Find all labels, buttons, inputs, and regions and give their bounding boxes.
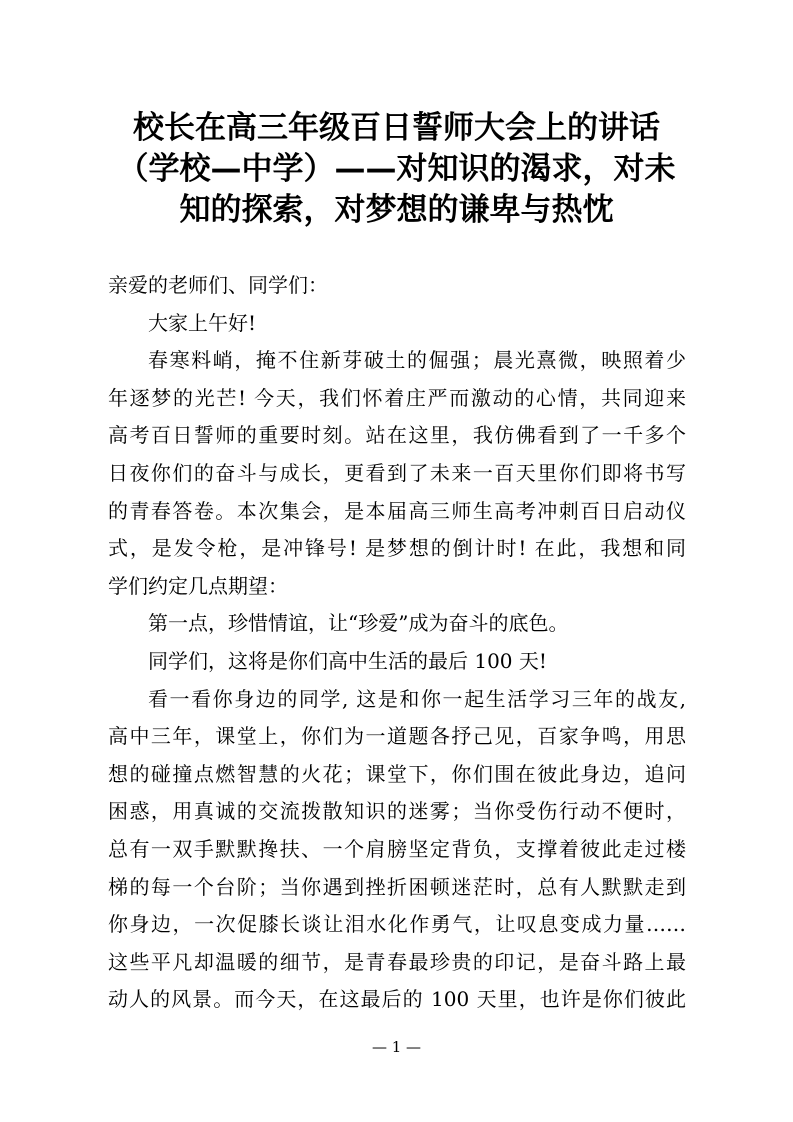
body-line: 亲爱的老师们、同学们： <box>108 273 328 297</box>
title-line: （学校—中学）——对知识的渴求，对未 <box>117 151 676 187</box>
title-line: 知的探索，对梦想的谦卑与热忱 <box>179 192 614 228</box>
body-line: 大家上午好! <box>148 310 257 335</box>
body-line: 年逐梦的光芒! 今天，我们怀着庄严而激动的心情，共同迎来 <box>108 385 686 410</box>
body-line: 动人的风景。而今天，在这最后的 100 天里，也许是你们彼此 <box>108 987 686 1012</box>
body-line: 日夜你们的奋斗与成长，更看到了未来一百天里你们即将书写 <box>108 460 686 485</box>
body-line: 你身边，一次促膝长谈让泪水化作勇气，让叹息变成力量…… <box>108 912 686 937</box>
title-line: 校长在高三年级百日誓师大会上的讲话 <box>133 110 660 146</box>
document-body <box>108 267 686 1019</box>
body-line: 总有一双手默默搀扶、一个肩膀坚定背负，支撑着彼此走过楼 <box>108 836 686 861</box>
body-line: 困惑，用真诚的交流拨散知识的迷雾；当你受伤行动不便时， <box>108 799 686 824</box>
document-title <box>100 108 693 231</box>
body-line: 春寒料峭，掩不住新芽破土的倔强；晨光熹微，映照着少 <box>148 348 686 373</box>
body-line: 高中三年，课堂上，你们为一道题各抒己见，百家争鸣，用思 <box>108 724 686 749</box>
body-line: 的青春答卷。本次集会，是本届高三师生高考冲刺百日启动仪 <box>108 498 686 523</box>
body-line: 高考百日誓师的重要时刻。站在这里，我仿佛看到了一千多个 <box>108 423 686 448</box>
body-line: 同学们，这将是你们高中生活的最后 100 天! <box>148 648 547 673</box>
body-line: 式，是发令枪，是冲锋号! 是梦想的倒计时! 在此，我想和同 <box>108 536 686 561</box>
body-line: 梯的每一个台阶；当你遇到挫折困顿迷茫时，总有人默默走到 <box>108 874 686 899</box>
body-line: 看一看你身边的同学, 这是和你一起生活学习三年的战友, <box>148 686 686 711</box>
page-number: — 1 — <box>371 1038 422 1056</box>
body-line: 想的碰撞点燃智慧的火花；课堂下，你们围在彼此身边，追问 <box>108 761 686 786</box>
body-line: 学们约定几点期望： <box>108 573 288 598</box>
body-line: 这些平凡却温暖的细节，是青春最珍贵的印记，是奋斗路上最 <box>108 949 686 974</box>
body-line: 第一点，珍惜情谊，让“珍爱”成为奋斗的底色。 <box>148 611 569 636</box>
